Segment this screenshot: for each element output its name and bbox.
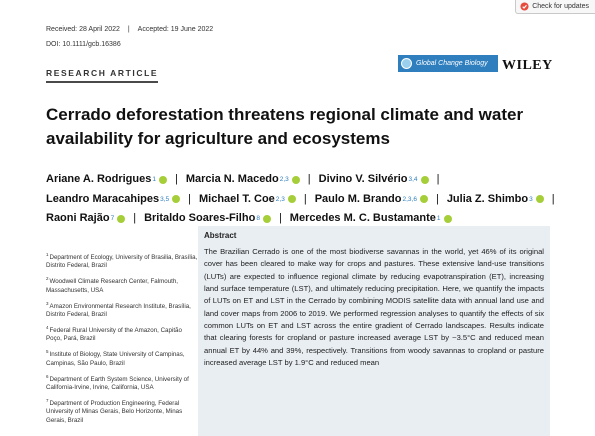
journal-name: Global Change Biology [416, 60, 488, 67]
doi[interactable]: DOI: 10.1111/gcb.16386 [46, 41, 121, 48]
orcid-icon[interactable] [421, 176, 429, 184]
author[interactable]: Raoni Rajão 7 [46, 209, 125, 229]
date-separator: | [127, 26, 130, 33]
orcid-icon[interactable] [288, 195, 296, 203]
affiliation-item: $^6$Department of Earth System Science, University of California-Irvine, Irvine, California, USA [46, 373, 189, 391]
author-separator: | [303, 192, 307, 205]
author-separator: | [551, 192, 555, 205]
affiliation-item: $^7$Department of Production Engineering, Federal University of Minas Gerais, Belo Horizonte, Minas Gerais, Brazil [46, 397, 183, 424]
publisher-logo: WILEY [502, 58, 553, 73]
affiliation-item: $^4$Federal Rural University of the Amazon, Capitão Poço, Pará, Brazil [46, 324, 182, 343]
author-separator: | [307, 173, 311, 185]
orcid-icon[interactable] [420, 195, 428, 203]
orcid-icon[interactable] [117, 215, 125, 223]
received-date: Received: 28 April 2022 [46, 26, 120, 33]
author-separator: | [133, 212, 137, 224]
globe-icon [401, 58, 412, 69]
affiliation-item: $^2$Woodwell Climate Research Center, Falmouth, Massachusetts, USA [46, 276, 179, 294]
orcid-icon[interactable] [172, 195, 180, 203]
author[interactable]: Michael T. Coe 2,3 [199, 190, 296, 210]
author-separator: | [436, 173, 440, 185]
author-separator: | [174, 173, 178, 185]
section-rule [46, 81, 158, 83]
affiliation-item: $^3$Amazon Environmental Research Institute, Brasília, Distrito Federal, Brazil [46, 300, 191, 319]
affiliation-item: $^1$Department of Ecology, University of Brasilia, Brasília, Distrito Federal, Brazil [46, 252, 198, 270]
author[interactable]: Mercedes M. C. Bustamante 1 [290, 209, 452, 229]
check-for-updates-label: Check for updates [532, 3, 589, 10]
affiliations [46, 251, 198, 430]
author-separator: | [278, 212, 282, 224]
author[interactable]: Marcia N. Macedo 2,3 [186, 170, 300, 190]
article-dates [46, 26, 213, 33]
section-label: RESEARCH ARTICLE [46, 68, 159, 78]
author-separator: | [435, 192, 439, 205]
author[interactable]: Ariane A. Rodrigues 1 [46, 170, 167, 190]
orcid-icon[interactable] [263, 215, 271, 223]
affiliation-item: $^5$Institute of Biology, State University of Campinas, Campinas, São Paulo, Brazil [46, 349, 185, 367]
orcid-icon[interactable] [536, 195, 544, 203]
article-title: Cerrado deforestation threatens regional climate and water availability for agriculture and ecosystems [46, 105, 524, 148]
accepted-date: Accepted: 19 June 2022 [137, 26, 214, 33]
author[interactable]: Divino V. Silvério 3,4 [319, 170, 429, 190]
orcid-icon[interactable] [292, 176, 300, 184]
author-list [46, 170, 566, 229]
author-separator: | [188, 192, 191, 205]
journal-banner[interactable] [398, 55, 498, 72]
orcid-icon[interactable] [444, 215, 452, 223]
author[interactable]: Paulo M. Brando 2,3,6 [315, 190, 428, 210]
abstract-box [198, 226, 550, 436]
author[interactable]: Leandro Maracahipes 3,5 [46, 190, 180, 210]
author[interactable]: Britaldo Soares-Filho 8 [144, 209, 271, 229]
abstract-text: The Brazilian Cerrado is one of the most biodiverse savannas in the world, yet 46% of its original cover has been cleared to make way for crops and pastures. These extensive land-use transitions (LUTs) are expected to influence regional climate by reducing evapotranspiration (ET), increasing land surface temperature (LST), and ultimately reducing precipitation. Here, we quantify the impacts of LUTs on ET and LST in the Cerrado by combining MODIS satellite data with annual land use and land cover maps from 2006 to 2019. We performed regression analyses to quantify the effects of six common LUTs on ET and LST across the entire gradient of Cerrado landscapes. Results indicate that clearing forests for cropland or pasture increased average LST by ~3.5°C and reduced mean annual ET by 44% and 39%, respectively. Transitions from woody savannas to cropland or pasture increased average LST by 1.9°C and reduced mean [204, 247, 544, 368]
update-badge-icon [520, 2, 529, 11]
orcid-icon[interactable] [159, 176, 167, 184]
abstract-heading: Abstract [204, 231, 237, 240]
check-for-updates-button[interactable] [515, 0, 595, 14]
author[interactable]: Julia Z. Shimbo 3 [447, 190, 544, 210]
